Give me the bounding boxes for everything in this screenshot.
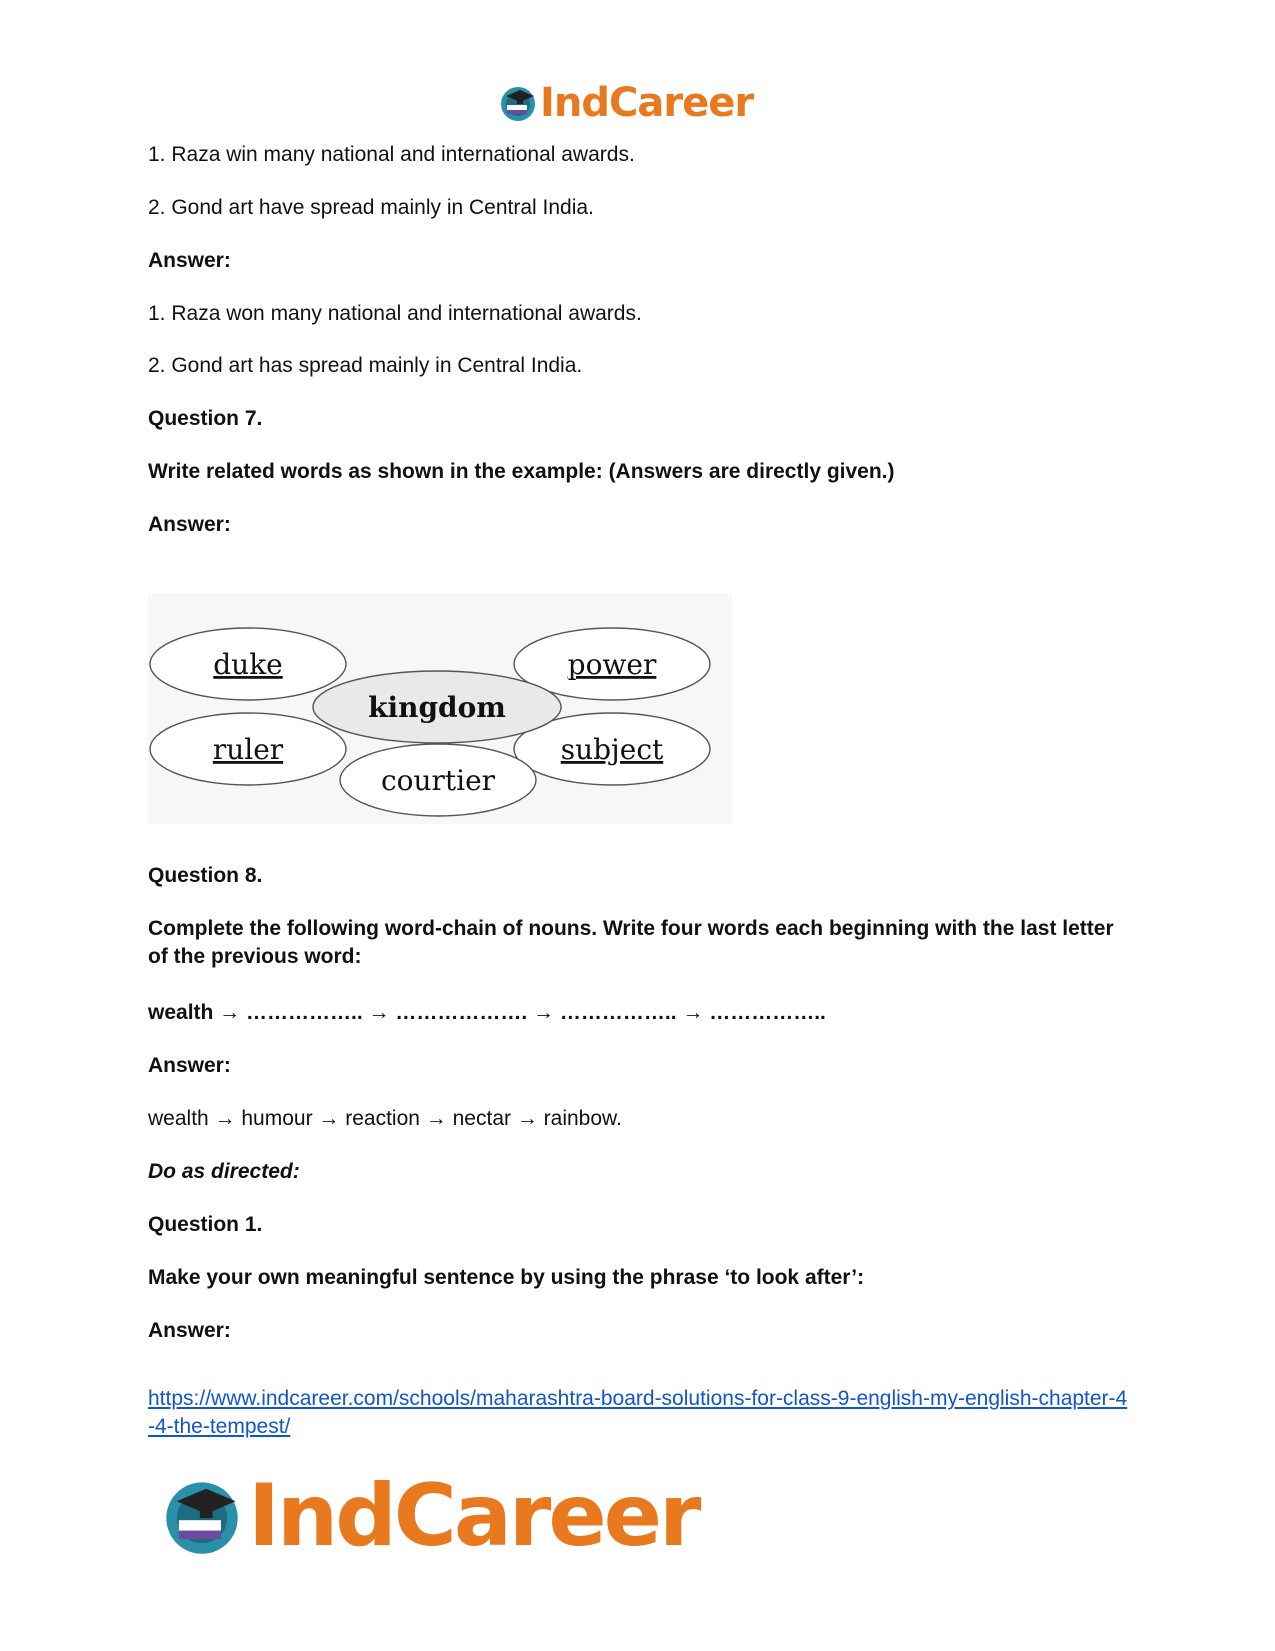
word-web-diagram [148,594,732,824]
question-text: Make your own meaningful sentence by using the phrase ‘to look after’: [148,1266,865,1289]
text-line: 2. Gond art have spread mainly in Central India. [148,196,594,219]
question-text: Complete the following word-chain of nouns. Write four words each beginning with the last letter of the previous word: [148,917,1114,968]
question-heading: Question 8. [148,864,263,887]
text-line: 2. Gond art has spread mainly in Central India. [148,354,583,377]
answer-heading: Answer: [148,513,231,536]
indcareer-logo-top [498,80,753,126]
question-heading: Question 7. [148,407,263,430]
diagram-word-duke: duke [213,648,283,681]
answer-heading: Answer: [148,1054,231,1077]
question-heading: Question 1. [148,1213,263,1236]
graduation-cap-books-icon [160,1474,244,1558]
text-line: 1. Raza win many national and international awards. [148,143,635,166]
diagram-word-subject: subject [560,733,664,766]
word-chain-prompt: wealth → …………….. → ………………. → …………….. → …………….. [148,1001,826,1024]
text-line: 1. Raza won many national and international awards. [148,302,642,325]
section-heading: Do as directed: [148,1160,300,1183]
answer-heading: Answer: [148,1319,231,1342]
indcareer-logo-bottom [160,1466,698,1566]
diagram-word-ruler: ruler [212,733,284,766]
source-link[interactable]: https://www.indcareer.com/schools/maharashtra-board-solutions-for-class-9-english-my-english-chapter-4-4-the-tempest/ [148,1387,1128,1438]
logo-text: IndCareer [540,80,754,126]
diagram-word-kingdom: kingdom [368,691,506,724]
answer-heading: Answer: [148,249,231,272]
diagram-word-power: power [567,648,657,681]
word-chain-answer: wealth → humour → reaction → nectar → rainbow. [148,1107,622,1130]
graduation-cap-books-icon [498,83,538,123]
diagram-word-courtier: courtier [380,764,496,797]
logo-text: IndCareer [248,1466,699,1566]
question-text: Write related words as shown in the example: (Answers are directly given.) [148,460,895,483]
